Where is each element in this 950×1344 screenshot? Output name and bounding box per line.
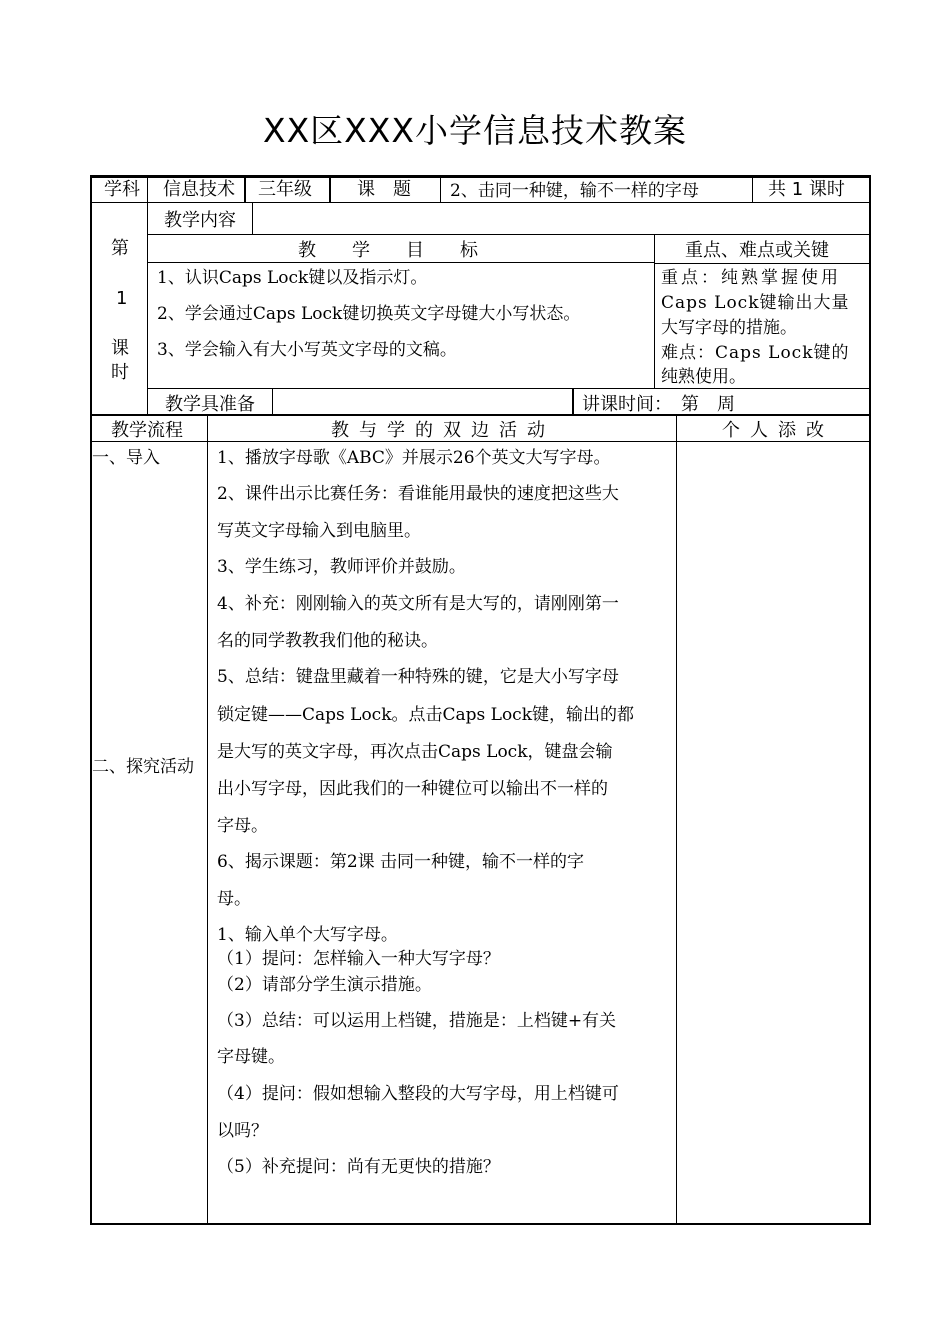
objectives-header: 教 学 目 标 (298, 240, 478, 261)
tools-label: 教学具准备 (165, 394, 255, 415)
objective-item: 2、学会通过Caps Lock键切换英文字母键大小写状态。 (157, 304, 581, 324)
subject-value: 信息技术 (163, 179, 235, 200)
step-intro: 一、导入 (92, 448, 160, 468)
activity-line: 1、输入单个大写字母。 (217, 925, 398, 945)
lesson-label-1: 第 (111, 238, 129, 259)
activity-line: （5）补充提问：尚有无更快的措施？ (217, 1157, 500, 1177)
activity-line: 2、课件出示比赛任务：看谁能用最快的速度把这些大 (217, 484, 619, 504)
keypoint-line: 重点：纯熟掌握使用 (661, 268, 841, 288)
keypoint-line: Caps Lock键输出大量 (661, 293, 850, 313)
activity-line: （1）提问：怎样输入一种大写字母？ (217, 949, 500, 969)
objective-item: 3、学会输入有大小写英文字母的文稿。 (157, 340, 457, 360)
activity-line: 母。 (217, 889, 251, 909)
activity-line: 名的同学教教我们他的秘诀。 (217, 631, 438, 651)
activity-line: 出小写字母，因此我们的一种键位可以输出不一样的 (217, 779, 608, 799)
activity-line: 6、揭示课题：第2课 击同一种键，输不一样的字 (217, 852, 585, 872)
activity-line: 5、总结：键盘里藏着一种特殊的键，它是大小写字母 (217, 667, 619, 687)
keypoint-line: 纯熟使用。 (661, 367, 746, 387)
lesson-label-2: 1 (116, 288, 128, 309)
revision-header: 个人添改 (722, 420, 834, 441)
objective-item: 1、认识Caps Lock键以及指示灯。 (157, 268, 428, 288)
topic-value: 2、击同一种键，输不一样的字母 (450, 181, 699, 201)
keypoints-header: 重点、难点或关键 (685, 240, 829, 261)
activity-line: （3）总结：可以运用上档键，措施是：上档键+有关 (217, 1011, 617, 1031)
activity-header: 教与学的双边活动 (331, 420, 555, 441)
total-hours: 共 1 课时 (768, 179, 845, 200)
activity-line: （4）提问：假如想输入整段的大写字母，用上档键可 (217, 1084, 619, 1104)
activity-line: 以吗？ (217, 1121, 268, 1141)
activity-line: 是大写的英文字母，再次点击Caps Lock，键盘会输 (217, 742, 613, 762)
activity-line: 1、播放字母歌《ABC》并展示26个英文大写字母。 (217, 448, 611, 468)
topic-label: 课 题 (357, 179, 411, 200)
activity-line: 写英文字母输入到电脑里。 (217, 521, 421, 541)
page-title: XX区XXX小学信息技术教案 (262, 111, 688, 150)
activity-line: 字母。 (217, 816, 268, 836)
content-label: 教学内容 (164, 210, 236, 231)
activity-line: 4、补充：刚刚输入的英文所有是大写的，请刚刚第一 (217, 594, 619, 614)
activity-line: （2）请部分学生演示措施。 (217, 975, 432, 995)
keypoint-line: 难点：Caps Lock键的 (661, 343, 850, 363)
lesson-label-4: 时 (111, 362, 129, 383)
time-label: 讲课时间： 第 周 (582, 394, 735, 415)
keypoint-line: 大写字母的措施。 (661, 318, 797, 338)
activity-line: 字母键。 (217, 1047, 285, 1067)
flow-header: 教学流程 (111, 420, 183, 441)
activity-line: 3、学生练习，教师评价并鼓励。 (217, 557, 466, 577)
grade-value: 三年级 (258, 179, 312, 200)
subject-label: 学科 (104, 179, 140, 200)
activity-line: 锁定键——Caps Lock。点击Caps Lock键，输出的都 (217, 705, 634, 725)
lesson-label-3: 课 (111, 338, 129, 359)
step-explore: 二、探究活动 (92, 757, 194, 777)
